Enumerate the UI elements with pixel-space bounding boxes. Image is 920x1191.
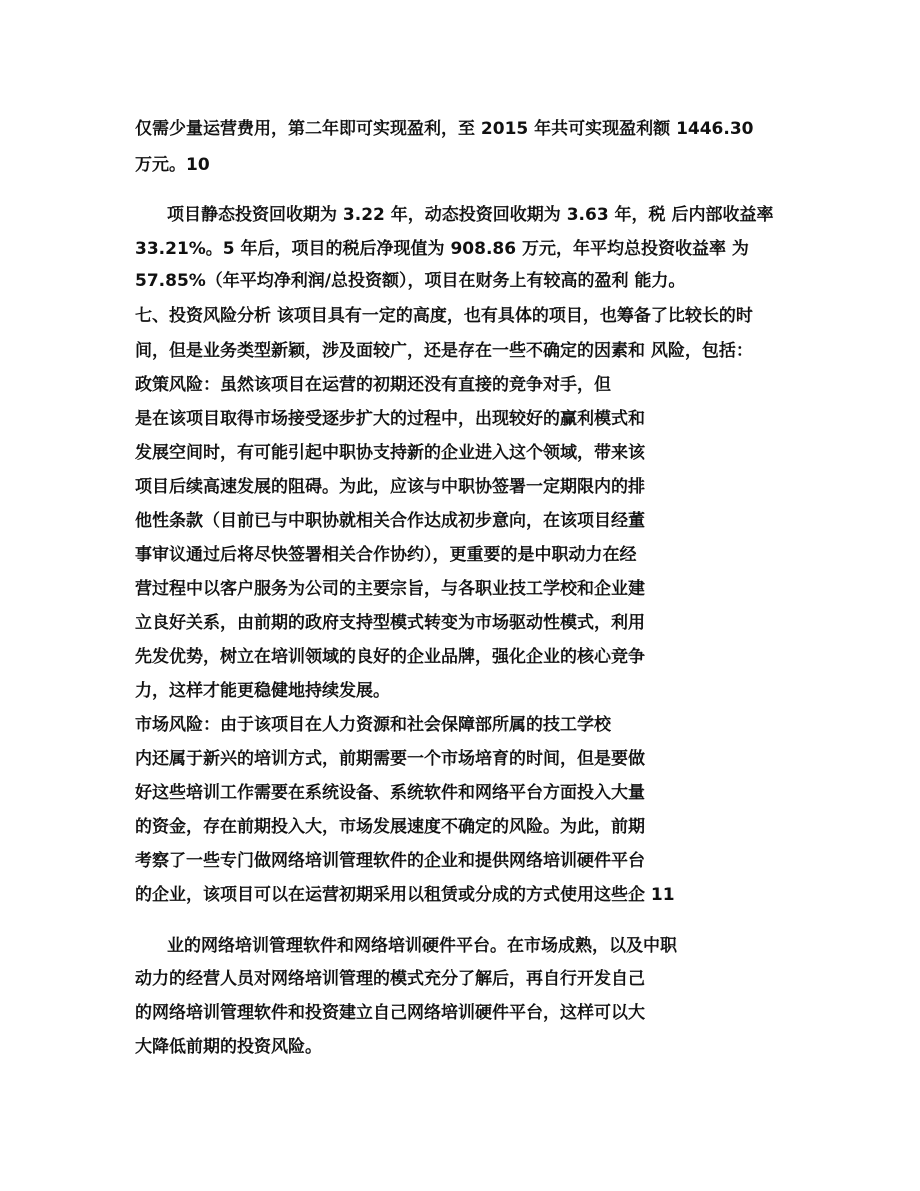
text-line: 立良好关系，由前期的政府支持型模式转变为市场驱动性模式，利用 [135,613,645,633]
text-line: 万元。10 [135,155,210,175]
text-line: 仅需少量运营费用，第二年即可实现盈利，至 2015 年共可实现盈利额 1446.30 [135,119,754,139]
text-line: 业的网络培训管理软件和网络培训硬件平台。在市场成熟，以及中职 [167,936,677,956]
text-line: 33.21%。5 年后，项目的税后净现值为 908.86 万元，年平均总投资收益率 为 [135,239,749,259]
text-line: 发展空间时，有可能引起中职协支持新的企业进入这个领域，带来该 [135,443,645,463]
text-line: 先发优势，树立在培训领域的良好的企业品牌，强化企业的核心竞争 [135,647,645,667]
text-line: 内还属于新兴的培训方式，前期需要一个市场培育的时间，但是要做 [135,749,645,769]
text-line: 动力的经营人员对网络培训管理的模式充分了解后，再自行开发自己 [135,969,645,989]
text-line: 好这些培训工作需要在系统设备、系统软件和网络平台方面投入大量 [135,783,645,803]
text-line: 七、投资风险分析 该项目具有一定的高度，也有具体的项目，也筹备了比较长的时 [135,306,753,326]
text-line: 大降低前期的投资风险。 [135,1037,322,1057]
text-line: 57.85%（年平均净利润/总投资额），项目在财务上有较高的盈利 能力。 [135,271,686,291]
text-line: 间，但是业务类型新颖，涉及面较广，还是存在一些不确定的因素和 风险，包括： [135,341,753,361]
text-line: 他性条款（目前已与中职协就相关合作达成初步意向，在该项目经董 [135,511,645,531]
text-line: 的企业，该项目可以在运营初期采用以租赁或分成的方式使用这些企 11 [135,885,675,905]
text-line: 营过程中以客户服务为公司的主要宗旨，与各职业技工学校和企业建 [135,579,645,599]
text-line: 市场风险：由于该项目在人力资源和社会保障部所属的技工学校 [135,715,611,735]
text-line: 项目静态投资回收期为 3.22 年，动态投资回收期为 3.63 年，税 后内部收益率 [167,205,774,225]
text-line: 考察了一些专门做网络培训管理软件的企业和提供网络培训硬件平台 [135,851,645,871]
text-line: 的网络培训管理软件和投资建立自己网络培训硬件平台，这样可以大 [135,1003,645,1023]
text-line: 事审议通过后将尽快签署相关合作协约），更重要的是中职动力在经 [135,545,637,565]
text-line: 力，这样才能更稳健地持续发展。 [135,681,390,701]
text-line: 是在该项目取得市场接受逐步扩大的过程中，出现较好的赢利模式和 [135,409,645,429]
text-line: 政策风险：虽然该项目在运营的初期还没有直接的竞争对手，但 [135,375,611,395]
text-line: 的资金，存在前期投入大，市场发展速度不确定的风险。为此，前期 [135,817,645,837]
text-line: 项目后续高速发展的阻碍。为此，应该与中职协签署一定期限内的排 [135,477,645,497]
